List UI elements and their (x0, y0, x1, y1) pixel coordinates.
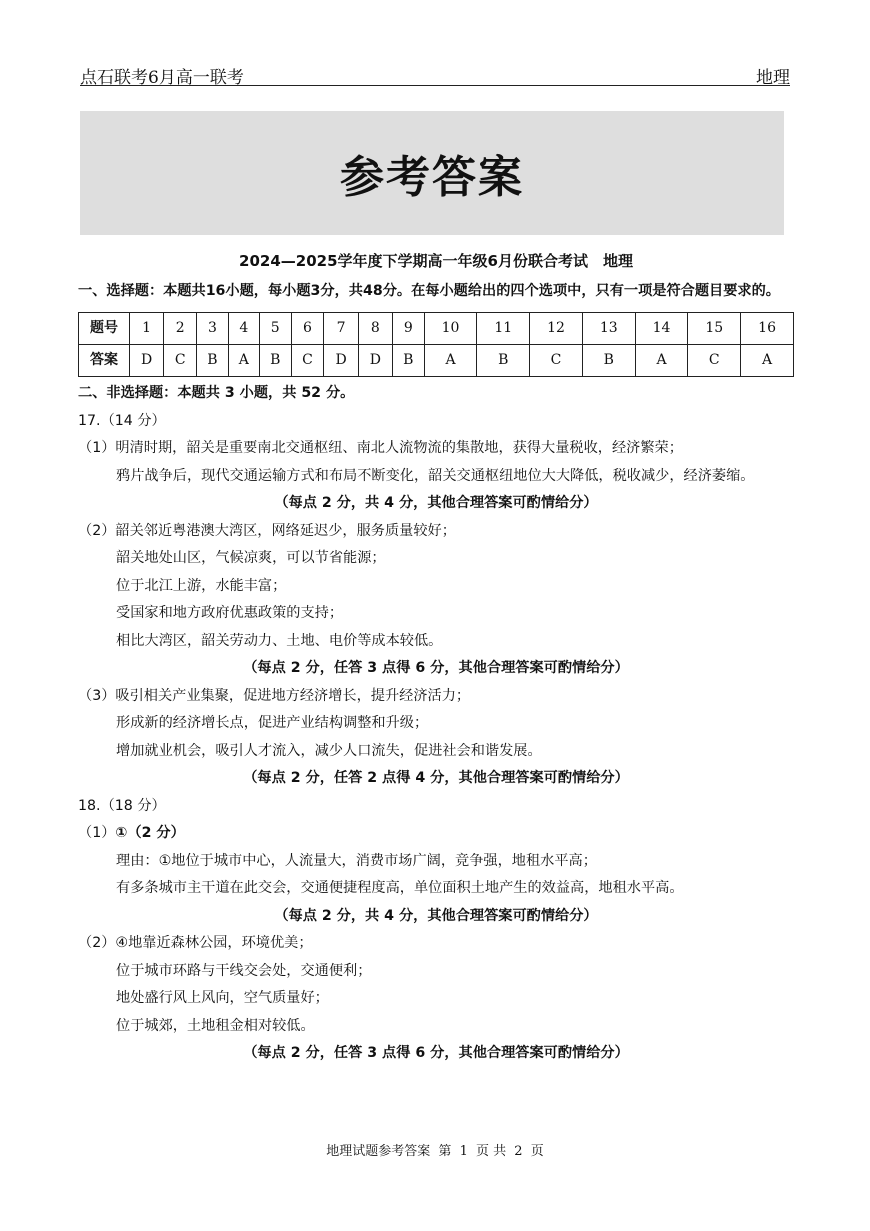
answer-label: 答案 (79, 345, 130, 377)
question-number-cell: 10 (424, 313, 477, 345)
answer-table (78, 312, 794, 377)
q17-scoring-note: （每点 2 分，共 4 分，其他合理答案可酌情给分） (274, 495, 598, 511)
q17-part1-line: （1）明清时期，韶关是重要南北交通枢纽、南北人流物流的集散地，获得大量税收，经济繁荣； (78, 440, 683, 456)
question-number-cell: 8 (358, 313, 392, 345)
answer-cell: A (741, 345, 794, 377)
footer-doc-title: 地理试题参考答案 (326, 1144, 431, 1159)
answer-cell: C (530, 345, 583, 377)
q17-part2-line: 受国家和地方政府优惠政策的支持； (116, 605, 344, 621)
q18-part1-answer (78, 820, 794, 848)
answer-cell: C (291, 345, 324, 377)
footer-page-mid: 页 共 (476, 1144, 507, 1159)
question-number-cell: 11 (477, 313, 530, 345)
answer-cell: D (130, 345, 164, 377)
header-divider (80, 85, 790, 86)
q18-heading: 18.（18 分） (78, 797, 166, 814)
footer-page-prefix: 第 (438, 1144, 452, 1159)
answer-cell: B (259, 345, 291, 377)
q17-part3-line: （3）吸引相关产业集聚，促进地方经济增长，提升经济活力； (78, 687, 471, 704)
question-number-row (79, 313, 794, 345)
q17-part2-line: 相比大湾区，韶关劳动力、土地、电价等成本较低。 (116, 632, 443, 649)
q17-heading: 17.（14 分） (78, 412, 166, 429)
footer-page-suffix: 页 (530, 1144, 544, 1159)
answer-cell: A (424, 345, 477, 377)
answer-cell: B (477, 345, 530, 377)
question-number-cell: 5 (259, 313, 291, 345)
question-number-cell: 7 (324, 313, 358, 345)
question-number-cell: 9 (392, 313, 424, 345)
answer-row (79, 345, 794, 377)
exam-title: 2024—2025学年度下学期高一年级6月份联合考试 地理 (239, 252, 633, 270)
q18-scoring-note: （每点 2 分，共 4 分，其他合理答案可酌情给分） (274, 907, 598, 924)
q17-part3-line: 增加就业机会，吸引人才流入，减少人口流失，促进社会和谐发展。 (116, 742, 542, 759)
title-banner (80, 111, 784, 235)
answer-cell: A (228, 345, 259, 377)
answer-cell: D (324, 345, 358, 377)
footer-page-number: 1 (459, 1144, 468, 1159)
header-subject: 地理 (756, 68, 790, 88)
q17-part1-line: 鸦片战争后，现代交通运输方式和布局不断变化，韶关交通枢纽地位大大降低，税收减少，经济萎缩。 (116, 467, 755, 484)
q18-part1-prefix: （1） (78, 825, 116, 841)
question-number-cell: 2 (164, 313, 197, 345)
q17-part2-line: 位于北江上游，水能丰富； (116, 577, 287, 594)
answer-content (78, 247, 794, 1068)
question-number-cell: 13 (582, 313, 635, 345)
question-number-cell: 4 (228, 313, 259, 345)
question-number-cell: 14 (635, 313, 688, 345)
q18-part2-line: 位于城市环路与干线交会处，交通便利； (116, 962, 372, 979)
q18-part1-line: 理由：①地位于城市中心，人流量大，消费市场广阔，竞争强，地租水平高； (116, 852, 597, 869)
q18-part2-line: 位于城郊，土地租金相对较低。 (116, 1017, 315, 1034)
answer-cell: B (197, 345, 229, 377)
page-footer (0, 1140, 870, 1159)
answer-cell: A (635, 345, 688, 377)
q18-part2-line: （2）④地靠近森林公园，环境优美； (78, 935, 313, 951)
q17-scoring-note: （每点 2 分，任答 2 点得 4 分，其他合理答案可酌情给分） (243, 770, 629, 786)
q17-part2-line: 韶关地处山区，气候凉爽，可以节省能源； (116, 550, 386, 566)
banner-title: 参考答案 (340, 152, 524, 203)
answer-cell: D (358, 345, 392, 377)
q18-part1-choice: ①（2 分） (115, 825, 185, 841)
question-number-cell: 12 (530, 313, 583, 345)
answer-cell: C (688, 345, 741, 377)
q17-part2-line: （2）韶关邻近粤港澳大湾区，网络延迟少，服务质量较好； (78, 522, 456, 539)
answer-cell: C (164, 345, 197, 377)
question-number-cell: 6 (291, 313, 324, 345)
q17-scoring-note: （每点 2 分，任答 3 点得 6 分，其他合理答案可酌情给分） (243, 660, 629, 676)
q18-part1-line: 有多条城市主干道在此交会，交通便捷程度高，单位面积土地产生的效益高，地租水平高。 (116, 880, 684, 896)
question-number-cell: 15 (688, 313, 741, 345)
q18-scoring-note: （每点 2 分，任答 3 点得 6 分，其他合理答案可酌情给分） (243, 1045, 629, 1061)
q17-part3-line: 形成新的经济增长点，促进产业结构调整和升级； (116, 715, 429, 731)
q18-part2-line: 地处盛行风上风向，空气质量好； (116, 990, 329, 1006)
question-number-cell: 16 (741, 313, 794, 345)
section2-heading: 二、非选择题：本题共 3 小题，共 52 分。 (78, 385, 355, 401)
section1-heading: 一、选择题：本题共16小题，每小题3分，共48分。在每小题给出的四个选项中，只有一项是符合题目要求的。 (78, 283, 780, 299)
footer-page-total: 2 (514, 1144, 523, 1159)
question-number-cell: 1 (130, 313, 164, 345)
question-number-cell: 3 (197, 313, 229, 345)
answer-cell: B (392, 345, 424, 377)
answer-cell: B (582, 345, 635, 377)
header-exam-name: 点石联考6月高一联考 (80, 68, 244, 88)
question-number-label: 题号 (79, 313, 130, 345)
